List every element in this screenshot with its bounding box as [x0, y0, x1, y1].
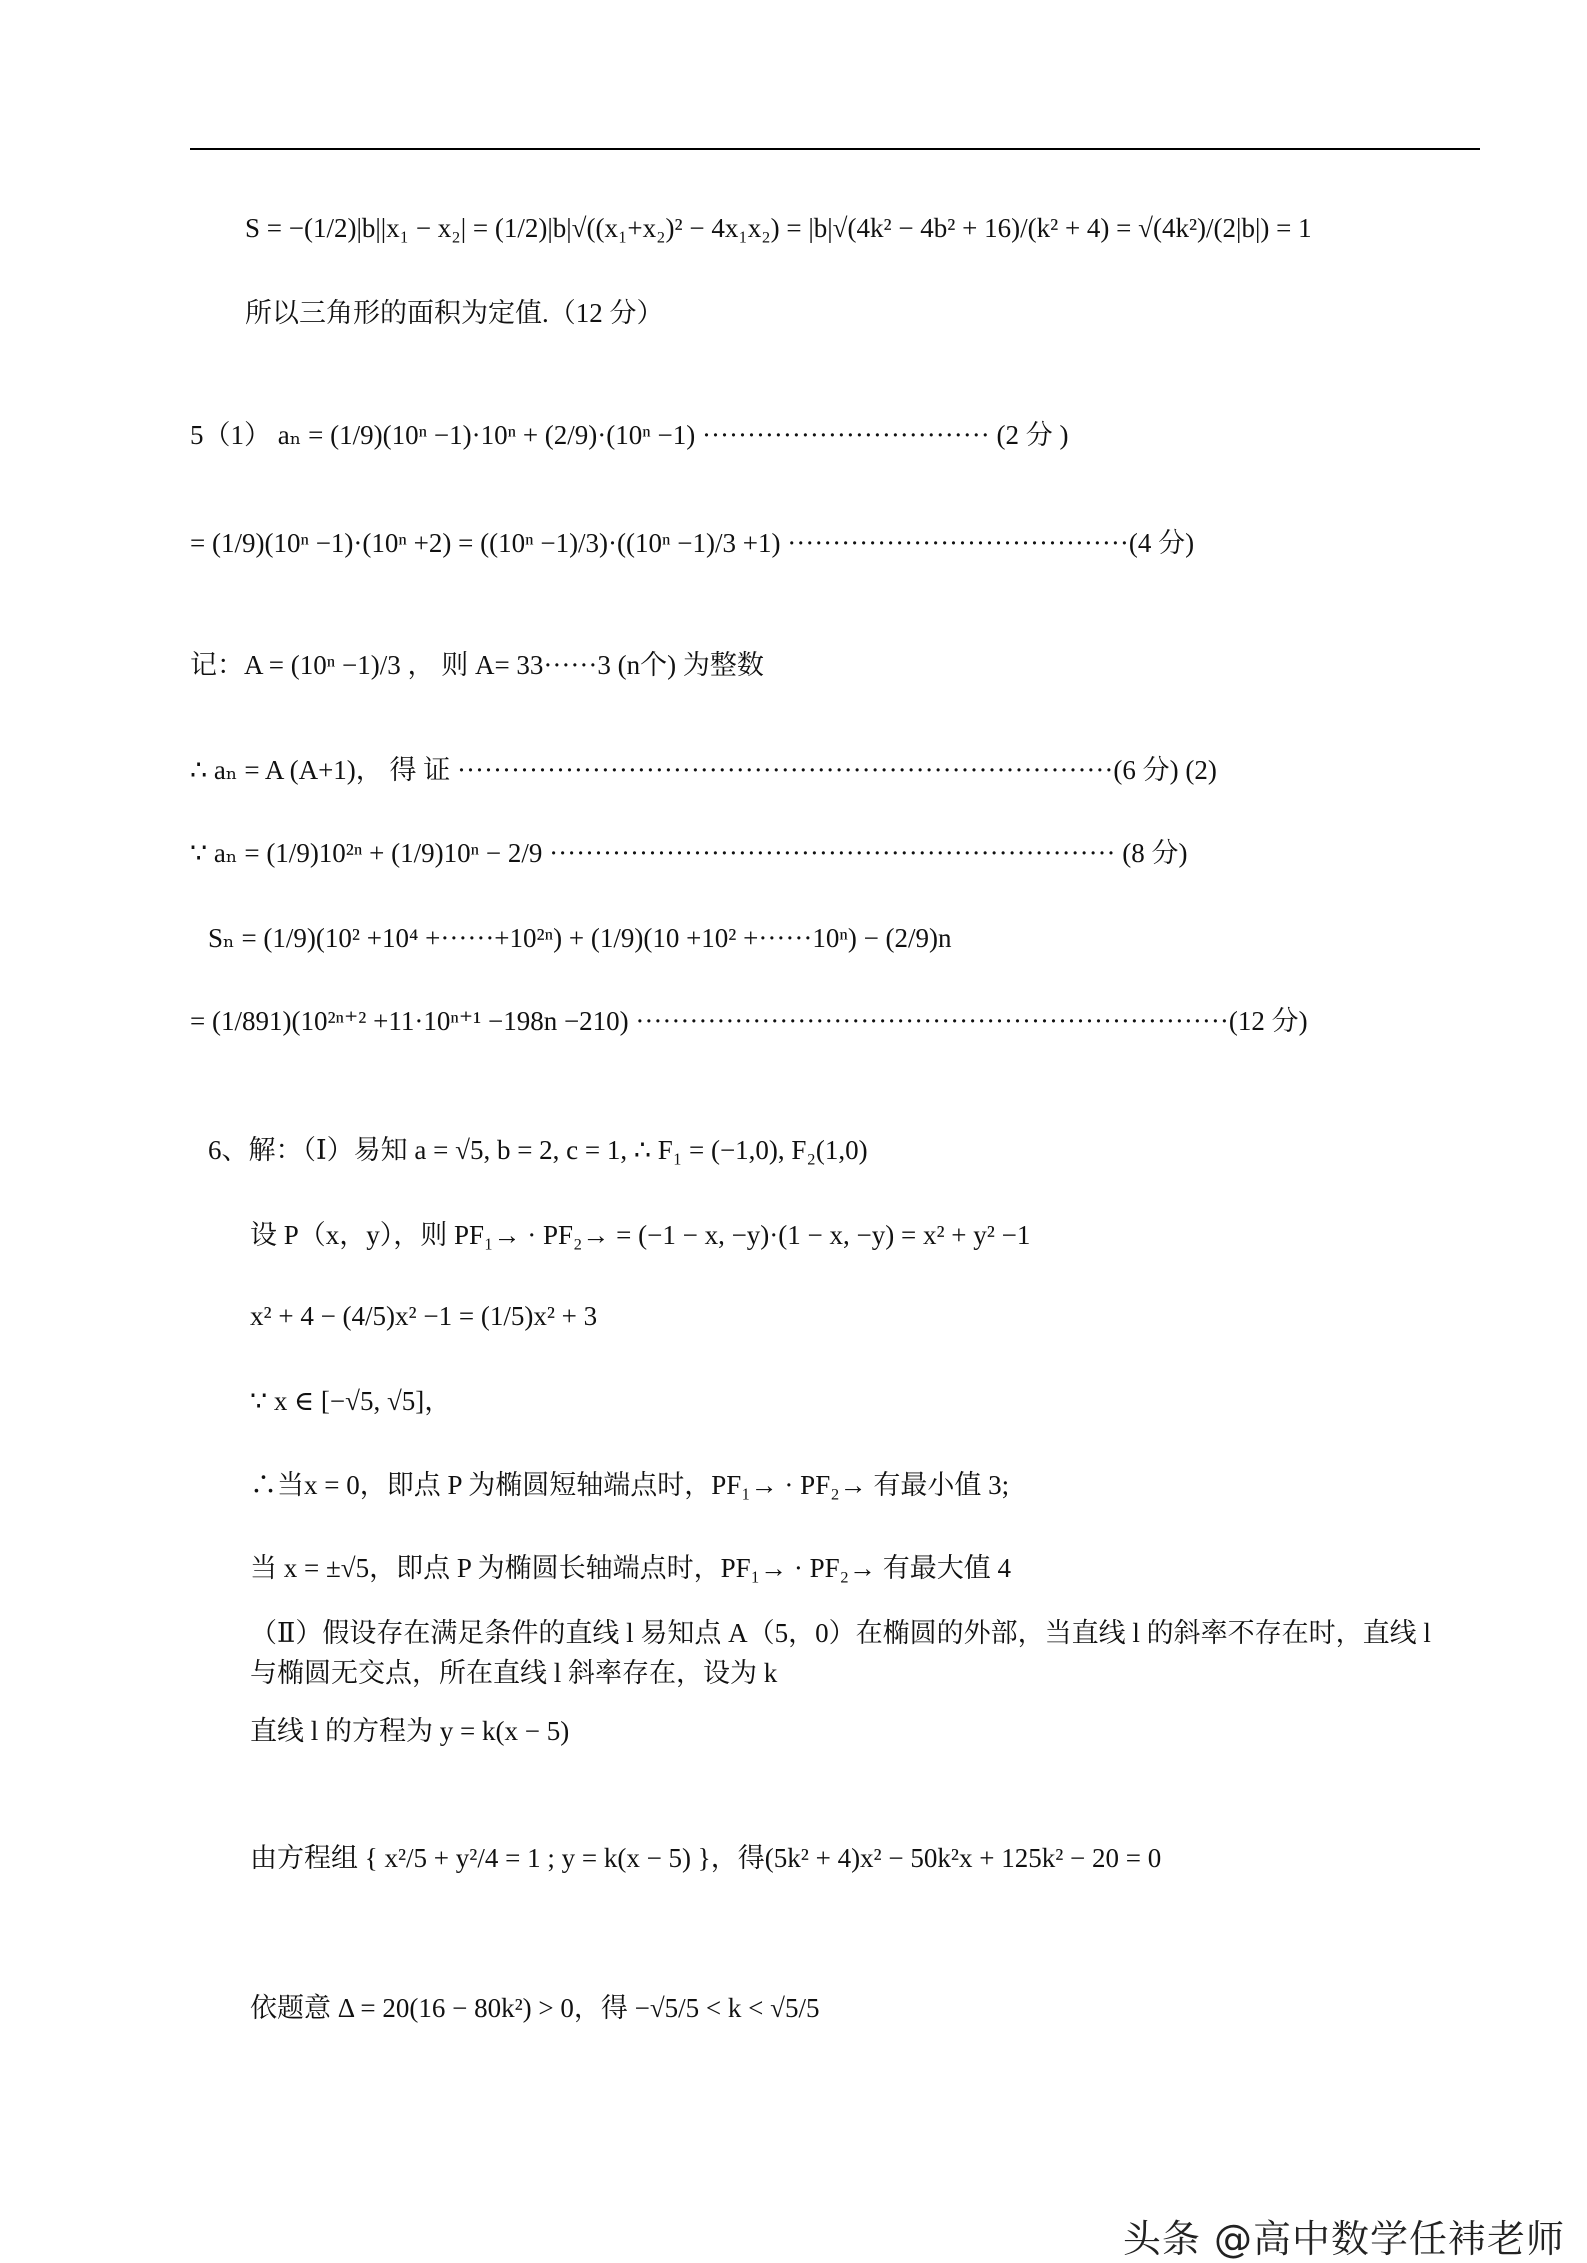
text-line-q5-part2-eq3: = (1/891)(10²ⁿ⁺² +11·10ⁿ⁺¹ −198n −210) ··································································(12 分): [190, 1006, 1308, 1036]
text-line-q6-range: ∵ x ∈ [−√5, √5]，: [250, 1386, 452, 1416]
text-line-q5-define-A: 记：A = (10ⁿ −1)/3 ， 则 A= 33······3 (n个) 为整数: [190, 650, 764, 680]
text-line-q5-proved: ∴ aₙ = A (A+1)， 得 证 ·········································································(6 分) (2): [190, 755, 1217, 785]
text-line-q6-part2-a: （Ⅱ）假设存在满足条件的直线 l 易知点 A（5，0）在椭圆的外部，当直线 l 的斜率不存在时，直线 l: [250, 1618, 1431, 1648]
watermark: 头条 @高中数学任袆老师: [1122, 2217, 1565, 2261]
text-line-q5-part1-eq1: 5（1） aₙ = (1/9)(10ⁿ −1)·10ⁿ + (2/9)·(10ⁿ −1) ································ (2 分 ): [190, 420, 1069, 450]
text-line-q6-min: ∴当x = 0，即点 P 为椭圆短轴端点时，PF₁→ · PF₂→ 有最小值 3;: [250, 1470, 1010, 1500]
text-line-q5-part1-eq2: = (1/9)(10ⁿ −1)·(10ⁿ +2) = ((10ⁿ −1)/3)·((10ⁿ −1)/3 +1) ······································(4 分): [190, 528, 1195, 558]
text-line-q6-intro: 6、解：（Ⅰ）易知 a = √5, b = 2, c = 1, ∴ F₁ = (−1,0), F₂(1,0): [208, 1135, 868, 1165]
text-line-q6-part2-b: 与椭圆无交点，所在直线 l 斜率存在，设为 k: [250, 1658, 778, 1688]
text-line-q5-part2-eq2: Sₙ = (1/9)(10² +10⁴ +······+10²ⁿ) + (1/9)(10 +10² +······10ⁿ) − (2/9)n: [208, 923, 952, 953]
text-line-q6-substitute: x² + 4 − (4/5)x² −1 = (1/5)x² + 3: [250, 1301, 598, 1331]
header-rule: [190, 148, 1480, 150]
text-line-q6-dot-product: 设 P（x，y），则 PF₁→ · PF₂→ = (−1 − x, −y)·(1 − x, −y) = x² + y² −1: [250, 1220, 1031, 1250]
text-line-area-formula: S = −(1/2)|b||x₁ − x₂| = (1/2)|b|√((x₁+x₂)² − 4x₁x₂) = |b|√(4k² − 4b² + 16)/(k² + 4) = √(4k²)/(2|b|) = 1: [245, 213, 1312, 243]
text-line-q6-system: 由方程组 { x²/5 + y²/4 = 1 ; y = k(x − 5) }，得(5k² + 4)x² − 50k²x + 125k² − 20 = 0: [250, 1843, 1162, 1873]
text-line-q6-max: 当 x = ±√5，即点 P 为椭圆长轴端点时，PF₁→ · PF₂→ 有最大值 4: [250, 1553, 1012, 1583]
text-line-q6-discriminant: 依题意 Δ = 20(16 − 80k²) > 0，得 −√5/5 < k < √5/5: [250, 1993, 820, 2023]
text-line-q6-line-eq: 直线 l 的方程为 y = k(x − 5): [250, 1716, 570, 1746]
text-line-q5-part2-eq1: ∵ aₙ = (1/9)10²ⁿ + (1/9)10ⁿ − 2/9 ······························································· (8 分): [190, 838, 1188, 868]
text-line-area-conclusion: 所以三角形的面积为定值.（12 分）: [245, 298, 664, 328]
